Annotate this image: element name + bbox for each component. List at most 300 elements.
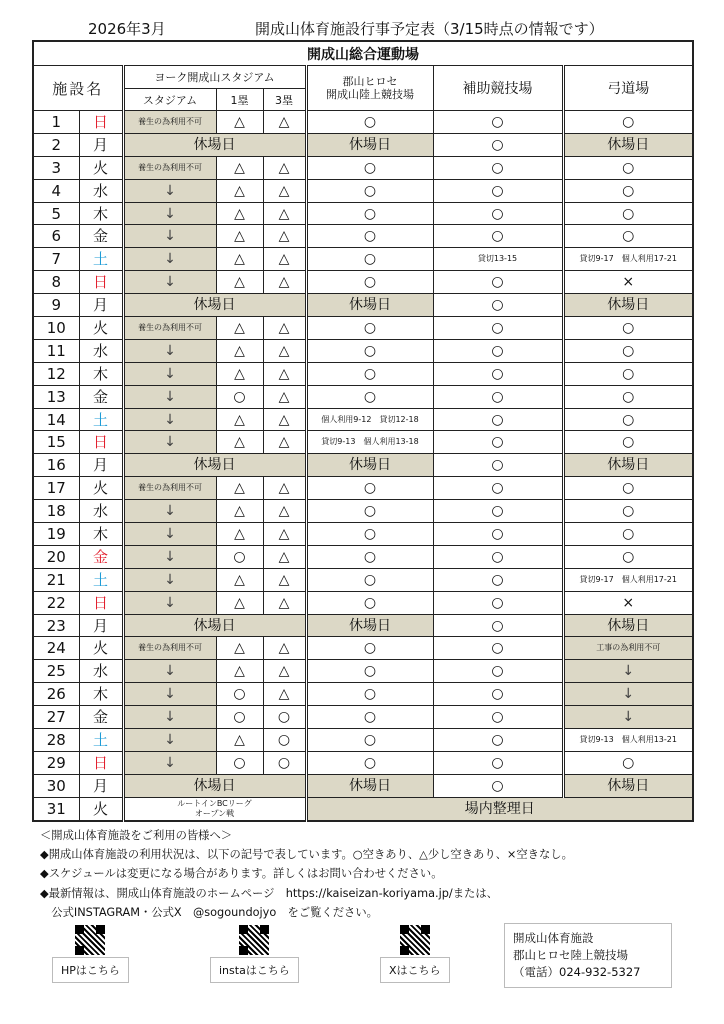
base1-cell: ○ [216,751,263,774]
base1-cell: ○ [216,706,263,729]
day-of-week: 土 [79,408,123,431]
kyudo-cell: × [563,591,693,614]
base1-cell: △ [216,225,263,248]
aux-field-cell: ○ [433,751,563,774]
base3-cell: △ [263,568,306,591]
day-number: 10 [33,317,79,340]
day-of-week: 木 [79,683,123,706]
aux-field-cell: ○ [433,225,563,248]
day-of-week: 金 [79,706,123,729]
base1-cell: △ [216,729,263,752]
stadium-cell: ↓ [123,591,216,614]
table-row [33,729,693,752]
koriyama-header [306,66,433,111]
day-of-week: 水 [79,339,123,362]
day-of-week: 月 [79,294,123,317]
day-number: 12 [33,362,79,385]
koriyama-cell: ○ [306,339,433,362]
aux-field-header: 補助競技場 [433,66,563,111]
aux-field-cell: ○ [433,683,563,706]
base3-cell: △ [263,500,306,523]
kyudo-cell: ○ [563,477,693,500]
kyudo-cell: ○ [563,500,693,523]
kyudo-cell: 休場日 [563,454,693,477]
koriyama-cell: ○ [306,545,433,568]
day-number: 25 [33,660,79,683]
stadium-cell: ↓ [123,500,216,523]
venue-name: 開成山総合運動場 [33,41,693,66]
base3-cell: △ [263,408,306,431]
day-of-week: 土 [79,568,123,591]
day-of-week: 日 [79,751,123,774]
table-row [33,751,693,774]
day-number: 22 [33,591,79,614]
day-of-week: 火 [79,797,123,820]
aux-field-cell: ○ [433,362,563,385]
koriyama-cell: ○ [306,683,433,706]
base1-cell: △ [216,660,263,683]
stadium-cell: ↓ [123,248,216,271]
table-row [33,339,693,362]
koriyama-header-line2: 開成山陸上競技場 [326,88,414,101]
aux-field-cell: ○ [433,385,563,408]
base1-cell: ○ [216,385,263,408]
base1-cell: △ [216,408,263,431]
base1-cell: △ [216,523,263,546]
base1-cell: △ [216,111,263,134]
table-row [33,317,693,340]
koriyama-cell: 休場日 [306,614,433,637]
table-row [33,271,693,294]
aux-field-cell: 貸切13-15 [433,248,563,271]
day-number: 31 [33,797,79,820]
koriyama-cell: ○ [306,202,433,225]
aux-field-cell: ○ [433,271,563,294]
day-number: 23 [33,614,79,637]
aux-field-cell: ○ [433,545,563,568]
base1-cell: △ [216,317,263,340]
qr-hp[interactable] [52,925,129,983]
base3-subheader: 3塁 [263,89,306,111]
day-number: 24 [33,637,79,660]
day-number: 6 [33,225,79,248]
base1-cell: ○ [216,545,263,568]
stadium-cell: ↓ [123,202,216,225]
kyudo-cell: 工事の為利用不可 [563,637,693,660]
day-number: 3 [33,156,79,179]
base1-cell: ○ [216,683,263,706]
qr-insta[interactable] [210,925,299,983]
aux-field-cell: ○ [433,500,563,523]
koriyama-cell: 個人利用9-12 貸切12-18 [306,408,433,431]
stadium-cell: 養生の為利用不可 [123,111,216,134]
stadium-cell: 養生の為利用不可 [123,317,216,340]
qr-code-icon [75,925,105,955]
day-number: 1 [33,111,79,134]
day-number: 7 [33,248,79,271]
stadium-cell: 養生の為利用不可 [123,637,216,660]
kyudo-cell: 休場日 [563,294,693,317]
base3-cell: △ [263,477,306,500]
notes [40,826,573,922]
day-number: 13 [33,385,79,408]
maintenance-day-cell: 場内整理日 [306,797,693,820]
table-row [33,225,693,248]
day-of-week: 金 [79,225,123,248]
base1-cell: △ [216,591,263,614]
table-row [33,111,693,134]
day-number: 28 [33,729,79,752]
event-line1: ルートインBCリーグ [177,798,252,808]
base1-cell: △ [216,156,263,179]
york-closed-cell: 休場日 [123,133,306,156]
day-number: 18 [33,500,79,523]
base3-cell: △ [263,385,306,408]
qr-code-icon [400,925,430,955]
kyudo-cell: ○ [563,545,693,568]
stadium-cell: ↓ [123,751,216,774]
qr-insta-label[interactable]: instaはこちら [210,957,299,983]
kyudo-cell: ○ [563,202,693,225]
base1-cell: △ [216,431,263,454]
kyudo-cell: ○ [563,179,693,202]
york-stadium-header: ヨーク開成山スタジアム [123,66,306,89]
koriyama-cell: ○ [306,317,433,340]
table-row [33,179,693,202]
stadium-cell: ↓ [123,362,216,385]
base3-cell: ○ [263,751,306,774]
day-number: 15 [33,431,79,454]
aux-field-cell: ○ [433,431,563,454]
day-of-week: 月 [79,454,123,477]
kyudo-cell: ↓ [563,683,693,706]
kyudo-cell: ○ [563,111,693,134]
facility-header: 施設名 [33,66,123,111]
koriyama-cell: ○ [306,591,433,614]
base1-cell: △ [216,179,263,202]
table-row [33,248,693,271]
kyudo-cell: ○ [563,339,693,362]
day-of-week: 日 [79,591,123,614]
kyudo-cell: 休場日 [563,133,693,156]
day-of-week: 日 [79,271,123,294]
contact-venue: 郡山ヒロセ陸上競技場 [513,948,628,962]
table-row [33,431,693,454]
aux-field-cell: ○ [433,133,563,156]
kyudo-cell: ○ [563,431,693,454]
table-row [33,797,693,820]
kyudo-cell: ○ [563,317,693,340]
kyudo-cell: 休場日 [563,614,693,637]
aux-field-cell: ○ [433,408,563,431]
stadium-cell: 養生の為利用不可 [123,477,216,500]
base3-cell: △ [263,683,306,706]
stadium-cell: ↓ [123,568,216,591]
aux-field-cell: ○ [433,568,563,591]
kyudo-cell: ○ [563,385,693,408]
kyudo-cell: ↓ [563,706,693,729]
koriyama-cell: ○ [306,500,433,523]
aux-field-cell: ○ [433,454,563,477]
table-row [33,133,693,156]
kyudo-cell: 貸切9-17 個人利用17-21 [563,568,693,591]
day-number: 5 [33,202,79,225]
day-of-week: 土 [79,248,123,271]
base3-cell: △ [263,591,306,614]
base1-cell: △ [216,568,263,591]
schedule-table [32,40,694,822]
base3-cell: △ [263,660,306,683]
york-closed-cell: 休場日 [123,294,306,317]
day-of-week: 水 [79,500,123,523]
table-row [33,362,693,385]
day-of-week: 木 [79,362,123,385]
aux-field-cell: ○ [433,111,563,134]
aux-field-cell: ○ [433,591,563,614]
york-closed-cell: 休場日 [123,774,306,797]
qr-code-icon [239,925,269,955]
table-row [33,500,693,523]
aux-field-cell: ○ [433,660,563,683]
aux-field-cell: ○ [433,179,563,202]
koriyama-cell: ○ [306,729,433,752]
table-row [33,683,693,706]
aux-field-cell: ○ [433,317,563,340]
stadium-cell: ↓ [123,431,216,454]
kyudo-cell: ○ [563,408,693,431]
kyudo-cell: ○ [563,225,693,248]
koriyama-cell: ○ [306,271,433,294]
stadium-cell: ↓ [123,408,216,431]
stadium-cell: ↓ [123,385,216,408]
day-of-week: 火 [79,477,123,500]
table-row [33,477,693,500]
notes-change: ◆スケジュールは変更になる場合があります。詳しくはお問い合わせください。 [40,867,443,881]
base3-cell: ○ [263,706,306,729]
day-number: 9 [33,294,79,317]
table-row [33,614,693,637]
york-event-cell [123,797,306,820]
base3-cell: △ [263,111,306,134]
aux-field-cell: ○ [433,156,563,179]
schedule-month: 2026年3月 [88,20,166,38]
base1-subheader: 1塁 [216,89,263,111]
notes-social[interactable]: 公式INSTAGRAM・公式X @sogoundojyo をご覧ください。 [40,905,378,919]
koriyama-cell: ○ [306,111,433,134]
koriyama-cell: ○ [306,751,433,774]
event-line2: オープン戦 [194,808,235,818]
york-closed-cell: 休場日 [123,454,306,477]
table-row [33,385,693,408]
day-of-week: 水 [79,179,123,202]
base1-cell: △ [216,637,263,660]
koriyama-cell: ○ [306,568,433,591]
aux-field-cell: ○ [433,339,563,362]
base1-cell: △ [216,339,263,362]
day-of-week: 月 [79,614,123,637]
stadium-cell: ↓ [123,660,216,683]
day-of-week: 木 [79,202,123,225]
stadium-cell: ↓ [123,225,216,248]
aux-field-cell: ○ [433,637,563,660]
qr-x-label[interactable]: Xはこちら [380,957,450,983]
day-number: 21 [33,568,79,591]
day-number: 19 [33,523,79,546]
base3-cell: △ [263,271,306,294]
koriyama-cell: ○ [306,156,433,179]
koriyama-cell: 休場日 [306,133,433,156]
notes-heading: ＜開成山体育施設をご利用の皆様へ＞ [40,829,233,842]
koriyama-cell: 休場日 [306,454,433,477]
base1-cell: △ [216,477,263,500]
day-number: 4 [33,179,79,202]
base3-cell: △ [263,339,306,362]
aux-field-cell: ○ [433,729,563,752]
aux-field-cell: ○ [433,202,563,225]
day-number: 8 [33,271,79,294]
stadium-subheader: スタジアム [123,89,216,111]
kyudo-cell: ↓ [563,660,693,683]
aux-field-cell: ○ [433,614,563,637]
table-row [33,454,693,477]
koriyama-cell: ○ [306,225,433,248]
koriyama-cell: ○ [306,637,433,660]
koriyama-cell: ○ [306,660,433,683]
day-of-week: 金 [79,545,123,568]
day-number: 29 [33,751,79,774]
koriyama-cell: ○ [306,362,433,385]
qr-x[interactable] [380,925,450,983]
koriyama-cell: 休場日 [306,774,433,797]
stadium-cell: 養生の為利用不可 [123,156,216,179]
koriyama-cell: ○ [306,248,433,271]
table-row [33,408,693,431]
stadium-cell: ↓ [123,523,216,546]
stadium-cell: ↓ [123,683,216,706]
koriyama-cell: ○ [306,385,433,408]
table-row [33,545,693,568]
base3-cell: △ [263,317,306,340]
kyudo-cell: 貸切9-17 個人利用17-21 [563,248,693,271]
base3-cell: △ [263,362,306,385]
koriyama-header-line1: 郡山ヒロセ [342,75,398,88]
stadium-cell: ↓ [123,339,216,362]
kyudo-cell: 休場日 [563,774,693,797]
stadium-cell: ↓ [123,545,216,568]
day-of-week: 火 [79,317,123,340]
koriyama-cell: ○ [306,706,433,729]
qr-hp-label[interactable]: HPはこちら [52,957,129,983]
base3-cell: △ [263,248,306,271]
base3-cell: △ [263,545,306,568]
day-of-week: 火 [79,637,123,660]
stadium-cell: ↓ [123,729,216,752]
stadium-cell: ↓ [123,706,216,729]
koriyama-cell: 休場日 [306,294,433,317]
kyudo-cell: ○ [563,156,693,179]
day-of-week: 木 [79,523,123,546]
base1-cell: △ [216,271,263,294]
table-row [33,637,693,660]
day-number: 26 [33,683,79,706]
base1-cell: △ [216,248,263,271]
aux-field-cell: ○ [433,774,563,797]
table-row [33,568,693,591]
day-number: 2 [33,133,79,156]
base1-cell: △ [216,362,263,385]
table-row [33,156,693,179]
day-of-week: 金 [79,385,123,408]
base3-cell: △ [263,179,306,202]
day-of-week: 月 [79,133,123,156]
base3-cell: △ [263,156,306,179]
base3-cell: ○ [263,729,306,752]
koriyama-cell: ○ [306,179,433,202]
day-of-week: 火 [79,156,123,179]
day-number: 17 [33,477,79,500]
koriyama-cell: ○ [306,523,433,546]
base3-cell: △ [263,637,306,660]
table-row [33,294,693,317]
day-number: 20 [33,545,79,568]
kyudo-cell: ○ [563,362,693,385]
contact-box [504,923,672,988]
table-row [33,591,693,614]
day-number: 30 [33,774,79,797]
kyudo-header: 弓道場 [563,66,693,111]
table-row [33,660,693,683]
table-row [33,774,693,797]
base1-cell: △ [216,500,263,523]
day-number: 16 [33,454,79,477]
notes-website[interactable]: ◆最新情報は、開成山体育施設のホームページ https://kaiseizan-koriyama.jp/または、 [40,886,498,900]
base1-cell: △ [216,202,263,225]
day-of-week: 水 [79,660,123,683]
table-row [33,706,693,729]
day-of-week: 月 [79,774,123,797]
stadium-cell: ↓ [123,179,216,202]
notes-legend: ◆開成山体育施設の利用状況は、以下の記号で表しています。○空きあり、△少し空きあり、×空きなし。 [40,848,573,862]
aux-field-cell: ○ [433,523,563,546]
york-closed-cell: 休場日 [123,614,306,637]
aux-field-cell: ○ [433,706,563,729]
base3-cell: △ [263,431,306,454]
page-title: 開成山体育施設行事予定表（3/15時点の情報です） [255,20,604,38]
day-of-week: 土 [79,729,123,752]
aux-field-cell: ○ [433,477,563,500]
kyudo-cell: ○ [563,523,693,546]
table-row [33,523,693,546]
base3-cell: △ [263,202,306,225]
day-of-week: 日 [79,431,123,454]
kyudo-cell: 貸切9-13 個人利用13-21 [563,729,693,752]
stadium-cell: ↓ [123,271,216,294]
contact-org: 開成山体育施設 [513,931,594,945]
kyudo-cell: ○ [563,751,693,774]
table-row [33,202,693,225]
koriyama-cell: 貸切9-13 個人利用13-18 [306,431,433,454]
koriyama-cell: ○ [306,477,433,500]
day-number: 27 [33,706,79,729]
day-of-week: 日 [79,111,123,134]
day-number: 11 [33,339,79,362]
day-number: 14 [33,408,79,431]
aux-field-cell: ○ [433,294,563,317]
contact-phone: （電話）024-932-5327 [513,965,641,979]
kyudo-cell: × [563,271,693,294]
base3-cell: △ [263,523,306,546]
base3-cell: △ [263,225,306,248]
